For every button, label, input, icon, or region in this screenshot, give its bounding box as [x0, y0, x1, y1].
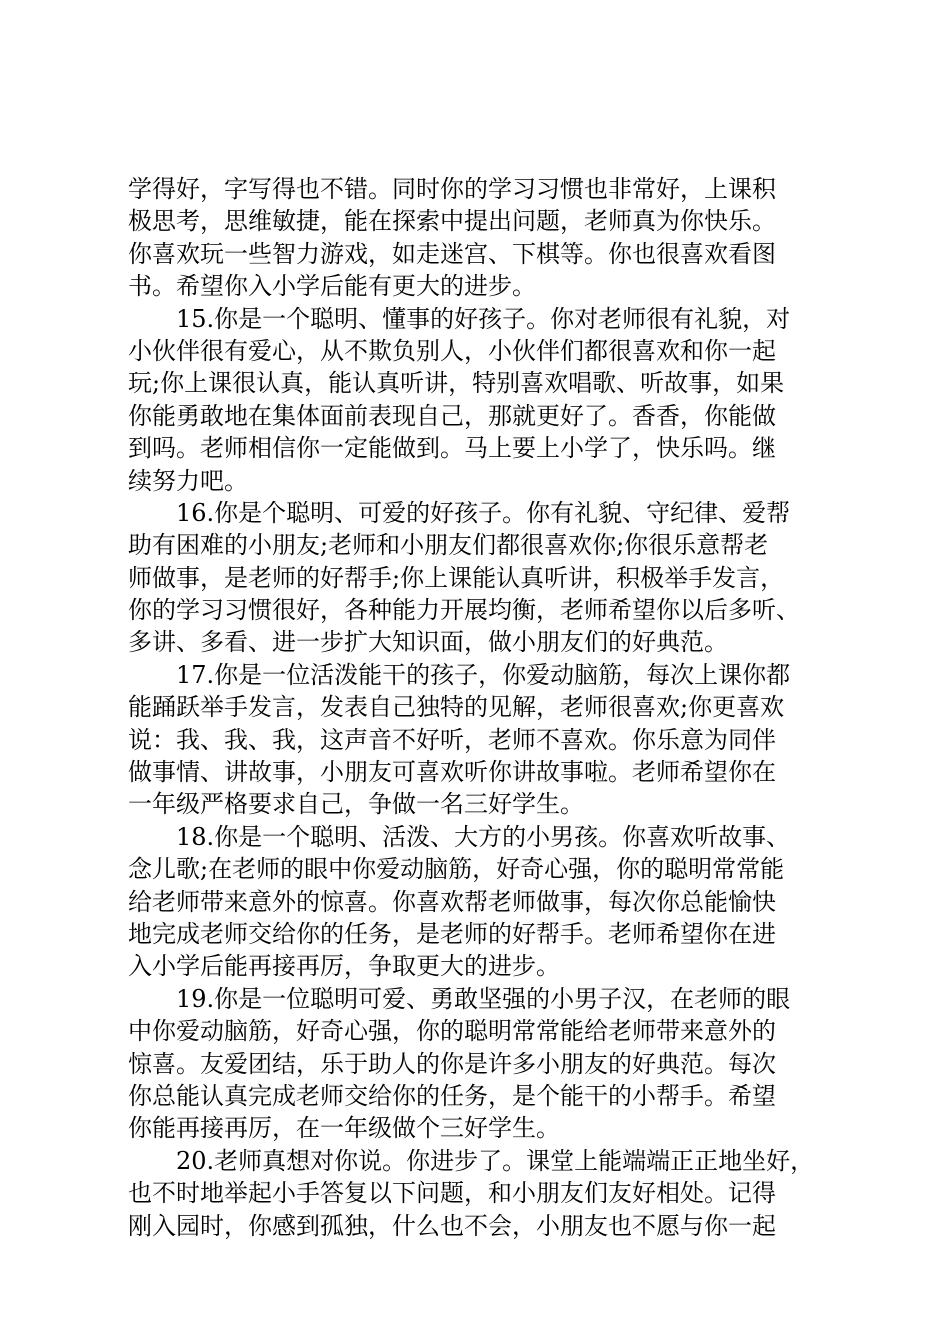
text-line: 你能勇敢地在集体面前表现自己，那就更好了。香香，你能做 — [128, 401, 776, 430]
text-line: 惊喜。友爱团结，乐于助人的你是许多小朋友的好典范。每次 — [128, 1049, 776, 1078]
text-line: 说：我、我、我，这声音不好听，老师不喜欢。你乐意为同伴 — [128, 725, 776, 754]
text-line: 你总能认真完成老师交给你的任务，是个能干的小帮手。希望 — [128, 1081, 776, 1110]
text-line: 你喜欢玩一些智力游戏，如走迷宫、下棋等。你也很喜欢看图 — [128, 239, 776, 268]
text-line: 18.你是一个聪明、活泼、大方的小男孩。你喜欢听故事、 — [176, 822, 791, 851]
text-line: 17.你是一位活泼能干的孩子，你爱动脑筋，每次上课你都 — [176, 660, 791, 689]
text-line: 19.你是一位聪明可爱、勇敢坚强的小男子汉，在老师的眼 — [176, 984, 791, 1013]
text-line: 师做事，是老师的好帮手;你上课能认真听讲，积极举手发言， — [128, 563, 785, 592]
text-line: 念儿歌;在老师的眼中你爱动脑筋，好奇心强，你的聪明常常能 — [128, 855, 785, 884]
text-line: 续努力吧。 — [128, 466, 248, 495]
text-line: 一年级严格要求自己，争做一名三好学生。 — [128, 790, 584, 819]
text-line: 学得好，字写得也不错。同时你的学习习惯也非常好，上课积 — [128, 175, 776, 203]
text-line: 玩;你上课很认真，能认真听讲，特别喜欢唱歌、听故事，如果 — [128, 369, 785, 398]
text-line: 助有困难的小朋友;老师和小朋友们都很喜欢你;你很乐意帮老 — [128, 531, 769, 560]
text-line: 16.你是个聪明、可爱的好孩子。你有礼貌、守纪律、爱帮 — [176, 498, 791, 527]
text-line: 小伙伴很有爱心，从不欺负别人，小伙伴们都很喜欢和你一起 — [128, 336, 776, 365]
text-line: 做事情、讲故事，小朋友可喜欢听你讲故事啦。老师希望你在 — [128, 758, 776, 787]
text-line: 极思考，思维敏捷，能在探索中提出问题，老师真为你快乐。 — [128, 207, 776, 236]
text-line: 到吗。老师相信你一定能做到。马上要上小学了，快乐吗。继 — [128, 434, 776, 463]
text-line: 地完成老师交给你的任务，是老师的好帮手。老师希望你在进 — [128, 919, 776, 948]
document-body-text — [128, 173, 840, 1242]
text-line: 刚入园时，你感到孤独，什么也不会，小朋友也不愿与你一起 — [128, 1211, 776, 1240]
text-line: 你的学习习惯很好，各种能力开展均衡，老师希望你以后多听、 — [128, 596, 800, 625]
text-line: 多讲、多看、进一步扩大知识面，做小朋友们的好典范。 — [128, 628, 728, 657]
text-line: 入小学后能再接再厉，争取更大的进步。 — [128, 952, 560, 981]
text-line: 中你爱动脑筋，好奇心强，你的聪明常常能给老师带来意外的 — [128, 1017, 776, 1046]
text-line: 15.你是一个聪明、懂事的好孩子。你对老师很有礼貌，对 — [176, 304, 791, 333]
text-line: 能踊跃举手发言，发表自己独特的见解，老师很喜欢;你更喜欢 — [128, 693, 785, 722]
text-line: 给老师带来意外的惊喜。你喜欢帮老师做事，每次你总能愉快 — [128, 887, 776, 916]
text-line: 也不时地举起小手答复以下问题，和小朋友们友好相处。记得 — [128, 1179, 776, 1208]
text-line: 20.老师真想对你说。你进步了。课堂上能端端正正地坐好， — [176, 1146, 815, 1175]
text-line: 书。希望你入小学后能有更大的进步。 — [128, 272, 536, 301]
text-line: 你能再接再厉，在一年级做个三好学生。 — [128, 1114, 560, 1143]
